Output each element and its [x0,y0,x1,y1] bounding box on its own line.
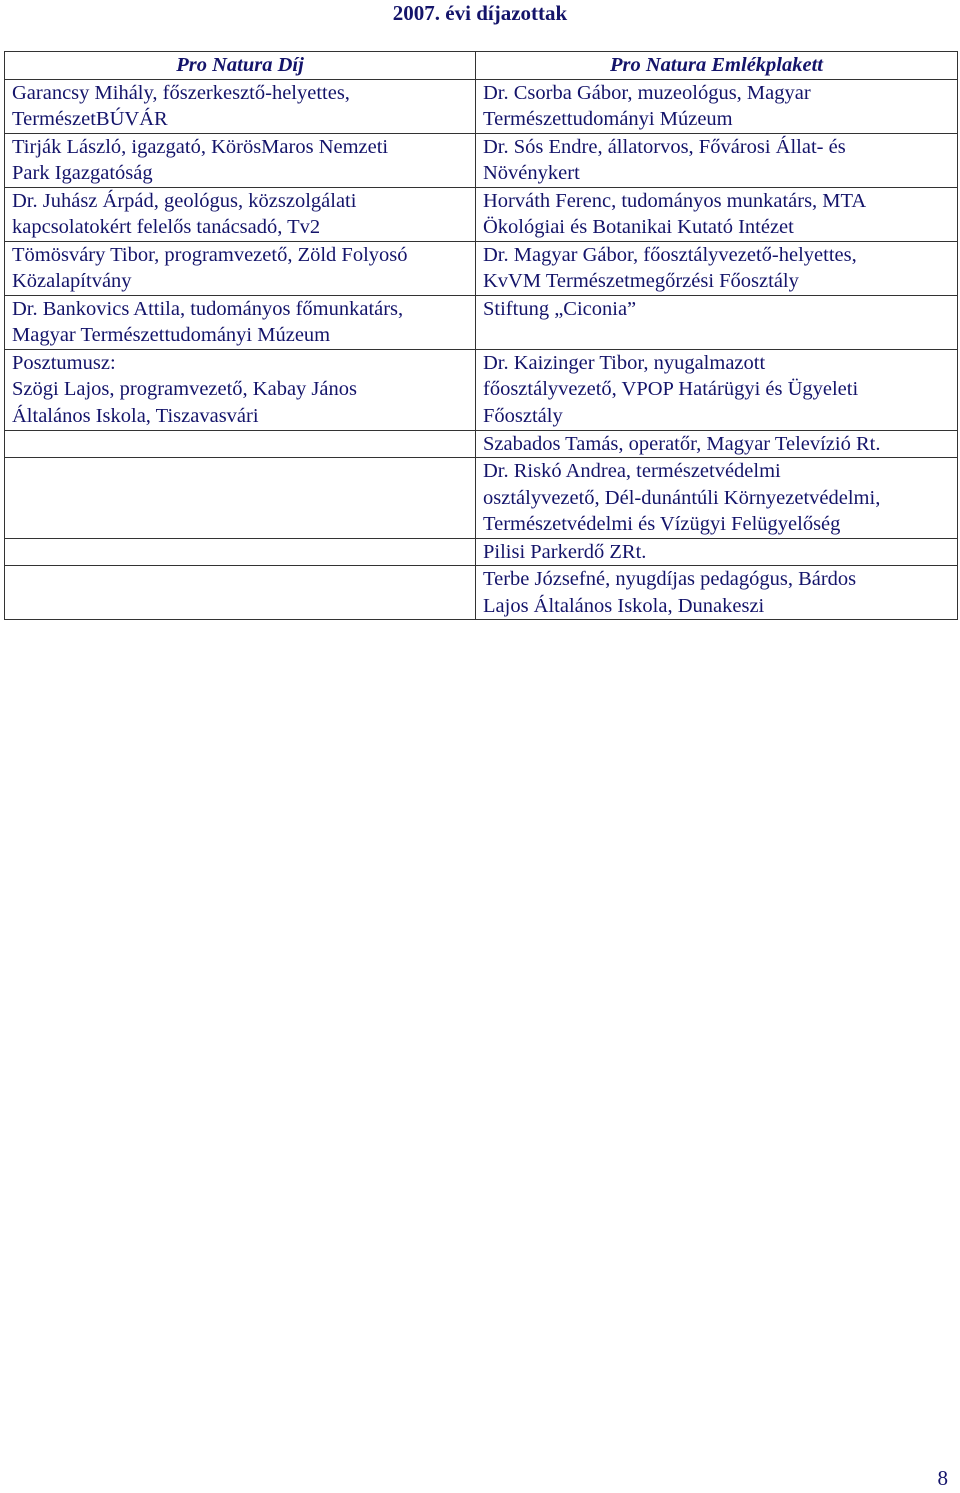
page-title: 2007. évi díjazottak [392,1,568,25]
table-header-row [5,52,958,80]
table-cell: Tömösváry Tibor, programvezető, Zöld Folyosó Közalapítvány [5,241,476,295]
table-cell: Dr. Kaizinger Tibor, nyugalmazott főosztályvezető, VPOP Határügyi és Ügyeleti Főosztály [476,349,958,430]
table-row [5,349,958,430]
table-cell [5,566,476,620]
column-header-emlekplakett: Pro Natura Emlékplakett [476,52,958,80]
table-cell: Terbe Józsefné, nyugdíjas pedagógus, Bárdos Lajos Általános Iskola, Dunakeszi [476,566,958,620]
table-cell: Dr. Juhász Árpád, geológus, közszolgálati kapcsolatokért felelős tanácsadó, Tv2 [5,187,476,241]
table-row [5,241,958,295]
table-row [5,295,958,349]
table-row [5,566,958,620]
page-number: 8 [937,1466,948,1490]
table-row [5,187,958,241]
table-cell: Dr. Csorba Gábor, muzeológus, Magyar Természettudományi Múzeum [476,79,958,133]
table-cell [5,538,476,566]
table-row [5,458,958,539]
table-row [5,430,958,458]
table-cell: Dr. Magyar Gábor, főosztályvezető-helyettes, KvVM Természetmegőrzési Főosztály [476,241,958,295]
table-row [5,133,958,187]
column-header-pro-natura-dij: Pro Natura Díj [5,52,476,80]
table-cell: Posztumusz: Szögi Lajos, programvezető, Kabay János Általános Iskola, Tiszavasvári [5,349,476,430]
table-cell: Dr. Sós Endre, állatorvos, Fővárosi Állat- és Növénykert [476,133,958,187]
table-cell: Dr. Riskó Andrea, természetvédelmi osztályvezető, Dél-dunántúli Környezetvédelmi, Természetvédelmi és Vízügyi Felügyelőség [476,458,958,539]
awardees-table [4,51,958,620]
table-cell: Szabados Tamás, operatőr, Magyar Televízió Rt. [476,430,958,458]
table-cell: Stiftung „Ciconia” [476,295,958,349]
table-cell: Dr. Bankovics Attila, tudományos főmunkatárs, Magyar Természettudományi Múzeum [5,295,476,349]
table-cell: Garancsy Mihály, főszerkesztő-helyettes, TermészetBÚVÁR [5,79,476,133]
table-cell [5,430,476,458]
table-cell: Tirják László, igazgató, KörösMaros Nemzeti Park Igazgatóság [5,133,476,187]
table-cell: Pilisi Parkerdő ZRt. [476,538,958,566]
table-row [5,538,958,566]
table-cell: Horváth Ferenc, tudományos munkatárs, MTA Ökológiai és Botanikai Kutató Intézet [476,187,958,241]
table-cell [5,458,476,539]
table-row [5,79,958,133]
